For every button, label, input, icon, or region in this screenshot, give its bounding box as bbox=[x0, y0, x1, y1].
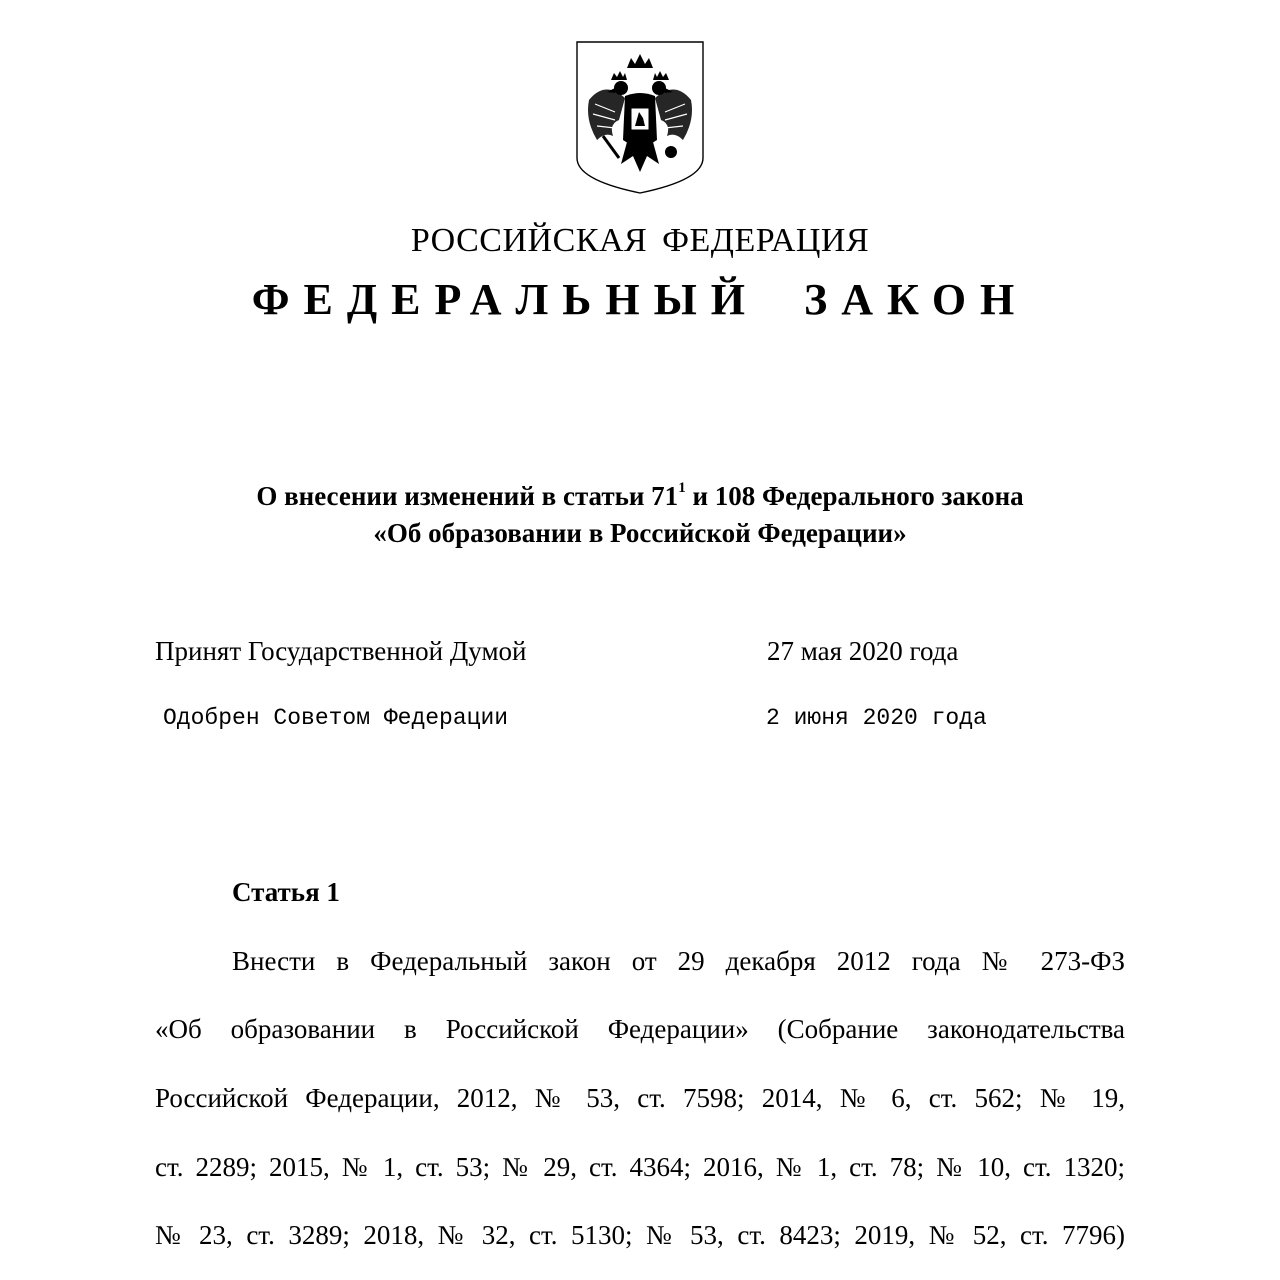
article-text-line: № 23, ст. 3289; 2018, № 32, ст. 5130; № 53, ст. 8423; 2019, № 52, ст. 7796) bbox=[155, 1220, 1125, 1250]
law-title-line-1-start: О внесении изменений в статьи 71 bbox=[256, 481, 679, 511]
duma-adoption-date: 27 мая 2020 года bbox=[767, 636, 959, 666]
article-text-line: Российской Федерации, 2012, № 53, ст. 7598; 2014, № 6, ст. 562; № 19, bbox=[155, 1083, 1125, 1113]
coat-of-arms-of-russia-icon bbox=[575, 40, 705, 195]
council-approval-label: Одобрен Советом Федерации bbox=[163, 705, 509, 731]
article-superscript: 1 bbox=[678, 480, 686, 496]
law-title bbox=[0, 478, 1280, 552]
law-title-line-2: «Об образовании в Российской Федерации» bbox=[373, 518, 907, 548]
article-text-line: «Об образовании в Российской Федерации» (Собрание законодательства bbox=[155, 1014, 1125, 1044]
document-type: ФЕДЕРАЛЬНЫЙ ЗАКОН bbox=[251, 275, 1029, 324]
duma-adoption-label: Принят Государственной Думой bbox=[155, 636, 527, 666]
article-heading: Статья 1 bbox=[232, 877, 340, 907]
article-text-line: ст. 2289; 2015, № 1, ст. 53; № 29, ст. 4364; 2016, № 1, ст. 78; № 10, ст. 1320; bbox=[155, 1152, 1125, 1182]
law-title-line-1-end: и 108 Федерального закона bbox=[685, 481, 1024, 511]
council-approval-date: 2 июня 2020 года bbox=[766, 705, 987, 731]
article-text-line: Внести в Федеральный закон от 29 декабря 2012 года № 273-ФЗ bbox=[232, 946, 1125, 976]
country-name: РОССИЙСКАЯ ФЕДЕРАЦИЯ bbox=[410, 222, 870, 259]
coat-of-arms-emblem bbox=[575, 40, 705, 195]
law-title-line-1 bbox=[0, 478, 1280, 515]
